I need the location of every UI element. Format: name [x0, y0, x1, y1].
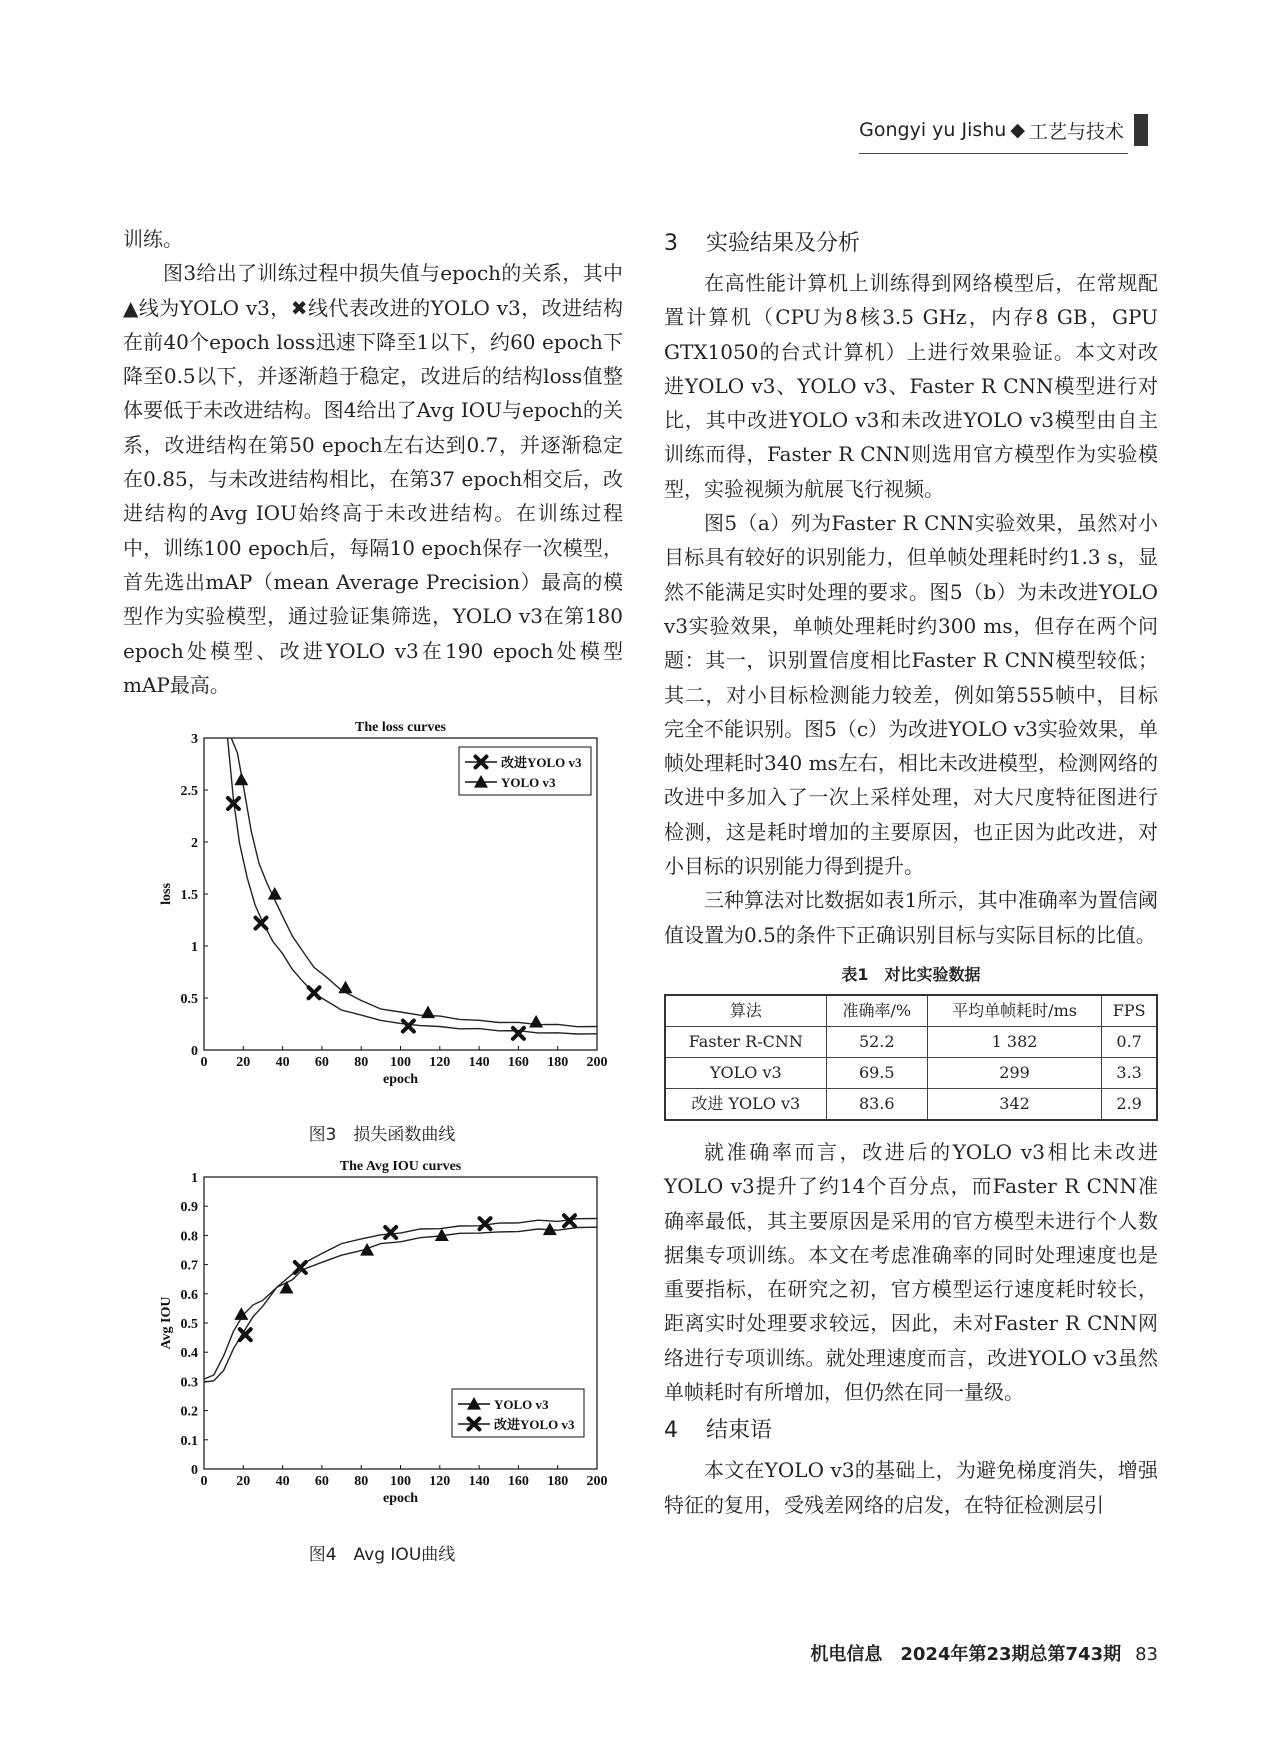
right-column	[664, 222, 1158, 1522]
legend-label: 改进YOLO v3	[494, 1417, 575, 1432]
x-tick-label: 120	[429, 1055, 451, 1070]
x-tick-label: 60	[314, 1474, 329, 1489]
y-tick-label: 1	[191, 940, 198, 955]
paragraph-text: 线为YOLO v3，	[138, 295, 291, 320]
left-column	[123, 222, 623, 702]
x-tick-label: 200	[586, 1055, 608, 1070]
table-cell: 改进 YOLO v3	[665, 1088, 826, 1120]
header-rule	[859, 153, 1128, 154]
y-tick-label: 0.8	[180, 1229, 198, 1245]
loss-chart-svg	[152, 716, 612, 1111]
legend-label: YOLO v3	[501, 775, 556, 790]
x-tick-label: 60	[314, 1055, 329, 1070]
x-tick-label: 40	[275, 1474, 290, 1489]
y-axis-label: Avg IOU	[159, 1296, 174, 1350]
chart-title: The Avg IOU curves	[339, 1159, 462, 1174]
y-tick-label: 0.9	[180, 1200, 198, 1216]
paragraph-continuation: 训练。	[123, 227, 183, 251]
chart-title: The loss curves	[355, 720, 446, 735]
table-cell: 2.9	[1102, 1088, 1157, 1120]
page-number: 83	[1135, 1644, 1158, 1665]
table-row	[665, 1057, 1157, 1088]
iou-chart-svg	[152, 1155, 612, 1530]
x-tick-label: 20	[236, 1055, 251, 1070]
paragraph-setup: 在高性能计算机上训练得到网络模型后，在常规配置计算机（CPU为8核3.5 GHz，内存8 GB，GPU GTX1050的台式计算机）上进行效果验证。本文对改进YOLO v3、YOLO v3、Faster R CNN模型进行对比，其中改进YOLO v3和未改进YOLO v3模型由自主训练而得，Faster R CNN则选用官方模型作为实验模型，实验视频为航展飞行视频。	[664, 271, 1158, 501]
table-row	[665, 1088, 1157, 1120]
paragraph-results: 图5（a）列为Faster R CNN实验效果，虽然对小目标具有较好的识别能力，但单帧处理耗时约1.3 s，显然不能满足实时处理的要求。图5（b）为未改进YOLO v3实验效果，单帧处理耗时约300 ms，但存在两个问题：其一，识别置信度相比Faster R CNN模型较低；其二，对小目标检测能力较差，例如第555帧中，目标完全不能识别。图5（c）为改进YOLO v3实验效果，单帧处理耗时340 ms左右，相比未改进模型，检测网络的改进中多加入了一次上采样处理，对大尺度特征图进行检测，这是耗时增加的主要原因，也正因为此改进，对小目标的识别能力得到提升。	[664, 511, 1158, 879]
journal-info: 机电信息 2024年第23期总第743期	[810, 1644, 1122, 1665]
y-tick-label: 0.7	[180, 1258, 198, 1274]
table-cell: 83.6	[826, 1088, 927, 1120]
y-tick-label: 0	[191, 1044, 198, 1059]
table-cell: 0.7	[1102, 1026, 1157, 1057]
legend-label: YOLO v3	[494, 1397, 549, 1412]
table-cell: 3.3	[1102, 1057, 1157, 1088]
x-tick-label: 80	[354, 1055, 369, 1070]
chart-legend	[452, 1389, 584, 1437]
y-tick-label: 2	[191, 836, 198, 851]
header-pinyin: Gongyi yu Jishu	[859, 119, 1007, 141]
y-tick-label: 1.5	[180, 888, 198, 903]
y-tick-label: 2.5	[180, 784, 198, 799]
x-tick-label: 180	[547, 1474, 569, 1489]
section-title: 结束语	[706, 1418, 773, 1444]
x-tick-label: 180	[547, 1055, 569, 1070]
y-axis-label: loss	[159, 883, 174, 905]
table-cell: 1 382	[927, 1026, 1101, 1057]
table-header-cell: 平均单帧耗时/ms	[927, 995, 1101, 1027]
table-cell: 69.5	[826, 1057, 927, 1088]
paragraph-text: 线代表改进的YOLO v3，改进结构在前40个epoch loss迅速下降至1以下，约60 epoch下降至0.5以下，并逐渐趋于稳定，改进后的结构loss值整体要低于未改进结构。图4给出了Avg IOU与epoch的关系，改进结构在第50 epoch左右达到0.7，并逐渐稳定在0.85，与未改进结构相比，在第37 epoch相交后，改进结构的Avg IOU始终高于未改进结构。在训练过程中，训练100 epoch后，每隔10 epoch保存一次模型，首先选出mAP（mean Average Precision）最高的模型作为实验模型，通过验证集筛选，YOLO v3在第180 epoch处模型、改进YOLO v3在190 epoch处模型mAP最高。	[123, 295, 623, 697]
section-number: 3	[664, 231, 678, 256]
paragraph-figure-discussion	[123, 256, 623, 702]
table-cell: 299	[927, 1057, 1101, 1088]
triangle-marker-icon: ▲	[123, 295, 139, 320]
x-tick-label: 160	[507, 1055, 529, 1070]
figure-4-caption: 图4 Avg IOU曲线	[308, 1545, 456, 1565]
x-tick-label: 100	[390, 1055, 411, 1070]
section-title: 实验结果及分析	[706, 231, 861, 256]
figure-4-iou-chart	[152, 1155, 612, 1530]
y-tick-label: 0	[191, 1463, 198, 1478]
header-column-title: 工艺与技术	[1028, 120, 1124, 143]
x-tick-label: 200	[586, 1474, 608, 1489]
legend-label: 改进YOLO v3	[501, 755, 582, 770]
x-tick-label: 0	[200, 1055, 208, 1070]
y-tick-label: 0.5	[180, 1317, 198, 1332]
paragraph-text: 图3给出了训练过程中损失值与epoch的关系，其中	[163, 261, 623, 286]
x-tick-label: 140	[468, 1474, 490, 1489]
page-footer	[810, 1640, 1158, 1666]
section-3-heading	[664, 222, 1158, 266]
x-tick-label: 160	[507, 1474, 529, 1489]
table-header-cell: FPS	[1102, 995, 1157, 1027]
comparison-table	[664, 994, 1158, 1121]
y-tick-label: 0.3	[180, 1375, 198, 1391]
paragraph-conclusion: 本文在YOLO v3的基础上，为避免梯度消失，增强特征的复用，受残差网络的启发，在特征检测层引	[664, 1458, 1158, 1517]
table-cell: 52.2	[826, 1026, 927, 1057]
chart-legend	[459, 747, 591, 795]
y-tick-label: 0.4	[180, 1346, 198, 1362]
paragraph-analysis: 就准确率而言，改进后的YOLO v3相比未改进YOLO v3提升了约14个百分点，而Faster R CNN准确率最低，其主要原因是采用的官方模型未进行个人数据集专项训练。本文在考虑准确率的同时处理速度也是重要指标，在研究之初，官方模型运行速度耗时较长，距离实时处理要求较远，因此，未对Faster R CNN网络进行专项训练。就处理速度而言，改进YOLO v3虽然单帧耗时有所增加，但仍然在同一量级。	[664, 1139, 1158, 1405]
x-tick-label: 80	[354, 1474, 369, 1489]
x-tick-label: 40	[275, 1055, 290, 1070]
running-header	[859, 114, 1148, 146]
y-tick-label: 0.1	[180, 1433, 198, 1449]
x-axis-label: epoch	[383, 1072, 418, 1087]
section-number: 4	[664, 1418, 678, 1444]
table-cell: Faster R-CNN	[665, 1026, 826, 1057]
x-tick-label: 0	[200, 1474, 208, 1489]
table-1-caption: 表1 对比实验数据	[841, 964, 981, 984]
x-tick-label: 120	[429, 1474, 451, 1489]
header-bar	[1134, 114, 1148, 146]
table-cell: YOLO v3	[665, 1057, 826, 1088]
table-header-cell: 算法	[665, 995, 826, 1027]
section-4-heading	[664, 1409, 1158, 1453]
x-axis-label: epoch	[383, 1491, 418, 1506]
table-header-cell: 准确率/%	[826, 995, 927, 1027]
x-tick-label: 20	[236, 1474, 251, 1489]
y-tick-label: 3	[191, 732, 198, 747]
y-tick-label: 0.2	[180, 1404, 198, 1420]
y-tick-label: 0.5	[180, 992, 198, 1007]
figure-3-caption: 图3 损失函数曲线	[308, 1125, 456, 1145]
table-header-row	[665, 995, 1157, 1027]
y-tick-label: 1	[191, 1171, 198, 1186]
cross-marker-icon: ✖	[290, 295, 308, 320]
table-cell: 342	[927, 1088, 1101, 1120]
diamond-icon: ◆	[1010, 119, 1025, 141]
table-row	[665, 1026, 1157, 1057]
x-tick-label: 140	[468, 1055, 490, 1070]
figure-3-loss-chart	[152, 716, 612, 1111]
y-tick-label: 0.6	[180, 1287, 198, 1303]
paragraph-table-intro: 三种算法对比数据如表1所示，其中准确率为置信阈值设置为0.5的条件下正确识别目标与实际目标的比值。	[664, 888, 1158, 947]
x-tick-label: 100	[390, 1474, 411, 1489]
